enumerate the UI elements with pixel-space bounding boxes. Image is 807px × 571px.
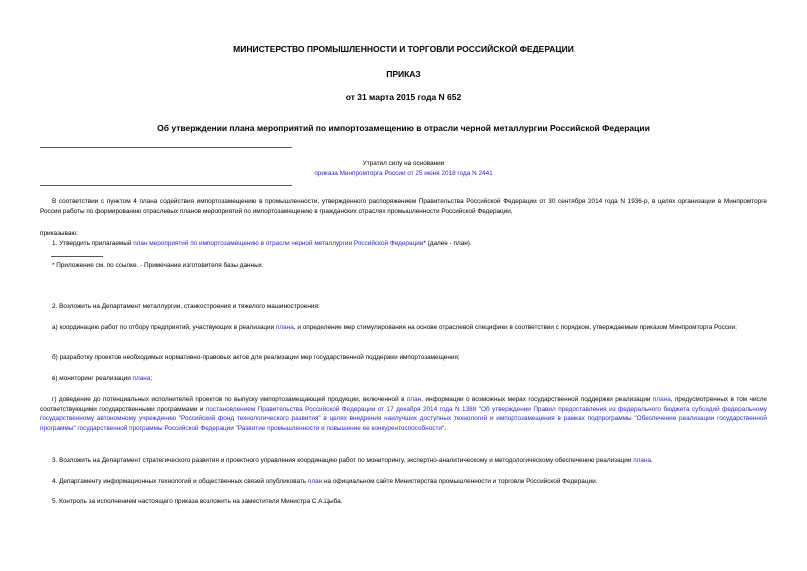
item-1-text-end: * (далее - план). <box>423 240 472 247</box>
divider-bottom <box>40 185 292 186</box>
plan-link[interactable]: план мероприятий по импортозамещению в отрасли черной металлургии Российской Федерации <box>133 240 424 247</box>
item-5-paragraph: 5. Контроль за исполнением настоящего приказа возложить на заместителя Министра С.А.Цыба. <box>52 498 343 505</box>
item-2d-text-end: . <box>444 424 446 432</box>
divider-top <box>40 147 292 148</box>
item-2d-paragraph <box>40 395 767 433</box>
item-2a-paragraph <box>40 323 767 333</box>
plan-link[interactable]: план <box>406 396 422 403</box>
item-1-paragraph <box>52 239 767 249</box>
item-2c-text: в) мониторинг реализации <box>52 375 133 382</box>
plan-link[interactable]: плана <box>633 457 652 464</box>
item-2b-paragraph: б) разработку проектов необходимых нормативно-правовых актов для реализации мер государственной поддержки импортозамещения; <box>52 354 460 361</box>
footnote-divider <box>51 256 103 257</box>
item-2-paragraph: 2. Возложить на Департамент металлургии, станкостроения и тяжелого машиностроения: <box>52 303 320 310</box>
plan-link[interactable]: плана <box>652 396 671 403</box>
order-heading: ПРИКАЗ <box>386 69 421 79</box>
item-4-paragraph <box>52 477 767 487</box>
orders-word: приказываю: <box>40 230 78 237</box>
item-2d-text: г) доведение до потенциальных исполнителей проектов по выпуску импортозамещающей продукции, включенной в <box>52 396 407 403</box>
footnote-text: * Приложение см. по ссылке. - Примечание изготовителя базы данных. <box>52 262 264 269</box>
item-2d-text: , информации о возможных мерах государственной поддержки реализации <box>421 396 653 403</box>
item-3-text-end: . <box>651 457 653 464</box>
item-3-paragraph <box>52 456 767 466</box>
plan-link[interactable]: плана <box>275 324 294 331</box>
plan-link[interactable]: плана <box>132 375 151 382</box>
item-2a-text: а) координацию работ по отбору предприятий, участвующих в реализации <box>52 324 276 331</box>
item-2d-text: , предусмотренных в том числе соответствующими государственными программами и <box>40 396 767 413</box>
item-2c-paragraph <box>52 374 767 384</box>
item-3-text: 3. Возложить на Департамент стратегического развития и проектного управления координацию работ по мониторингу, экспертно-аналитическому и методологическому обеспечению реализации <box>52 457 634 464</box>
preamble-paragraph: В соответствии с пунктом 4 плана содействия импортозамещению в промышленности, утвержденного распоряжением Правительства Российской Федерации от 30 сентября 2014 года N 1936-р, в целях организации в Минпромторге России работы по формированию отраслевых планов мероприятий по импортозамещению в гражданских отраслях промышленности Российской Федерации, <box>40 198 767 215</box>
order-date: от 31 марта 2015 года N 652 <box>345 92 462 102</box>
repeal-order-link[interactable]: приказа Минпромторга России от 25 июня 2018 года N 2441 <box>314 170 493 177</box>
item-4-text: 4. Департаменту информационных технологий и общественных связей опубликовать <box>52 478 308 485</box>
item-2c-text-end: ; <box>150 375 153 382</box>
item-4-text-end: на официальном сайте Министерства промышленности и торговли Российской Федерации. <box>322 478 598 485</box>
ministry-heading: МИНИСТЕРСТВО ПРОМЫШЛЕННОСТИ И ТОРГОВЛИ РОССИЙСКОЙ ФЕДЕРАЦИИ <box>233 44 574 54</box>
status-note-text: Утратил силу на основании <box>362 160 445 167</box>
document-title: Об утверждении плана мероприятий по импортозамещению в отрасли черной металлургии Российской Федерации <box>157 123 650 133</box>
plan-link[interactable]: план <box>307 478 323 485</box>
item-1-text: 1. Утвердить прилагаемый <box>52 240 134 247</box>
item-2a-text-end: , и определение мер стимулирования на основе отраслевой специфики в соответствии с порядком, утверждаемым приказом Минпромторга России; <box>293 324 737 331</box>
government-decree-link[interactable]: постановлением Правительства Российской Федерации от 17 декабря 2014 года N 1388 "Об утверждении Правил предоставления из федерального бюджета субсидий федеральному государственному автономному учреждению "Российский фонд технологического развития" в целях внедрения наилучших доступных технологий и импортозамещения в рамках подпрограммы "Обеспечение реализации государственной программы" государственной программы Российской Федерации "Развитие промышленности и повышение ее конкурентоспособности" <box>40 405 767 432</box>
status-note-line <box>0 169 807 179</box>
